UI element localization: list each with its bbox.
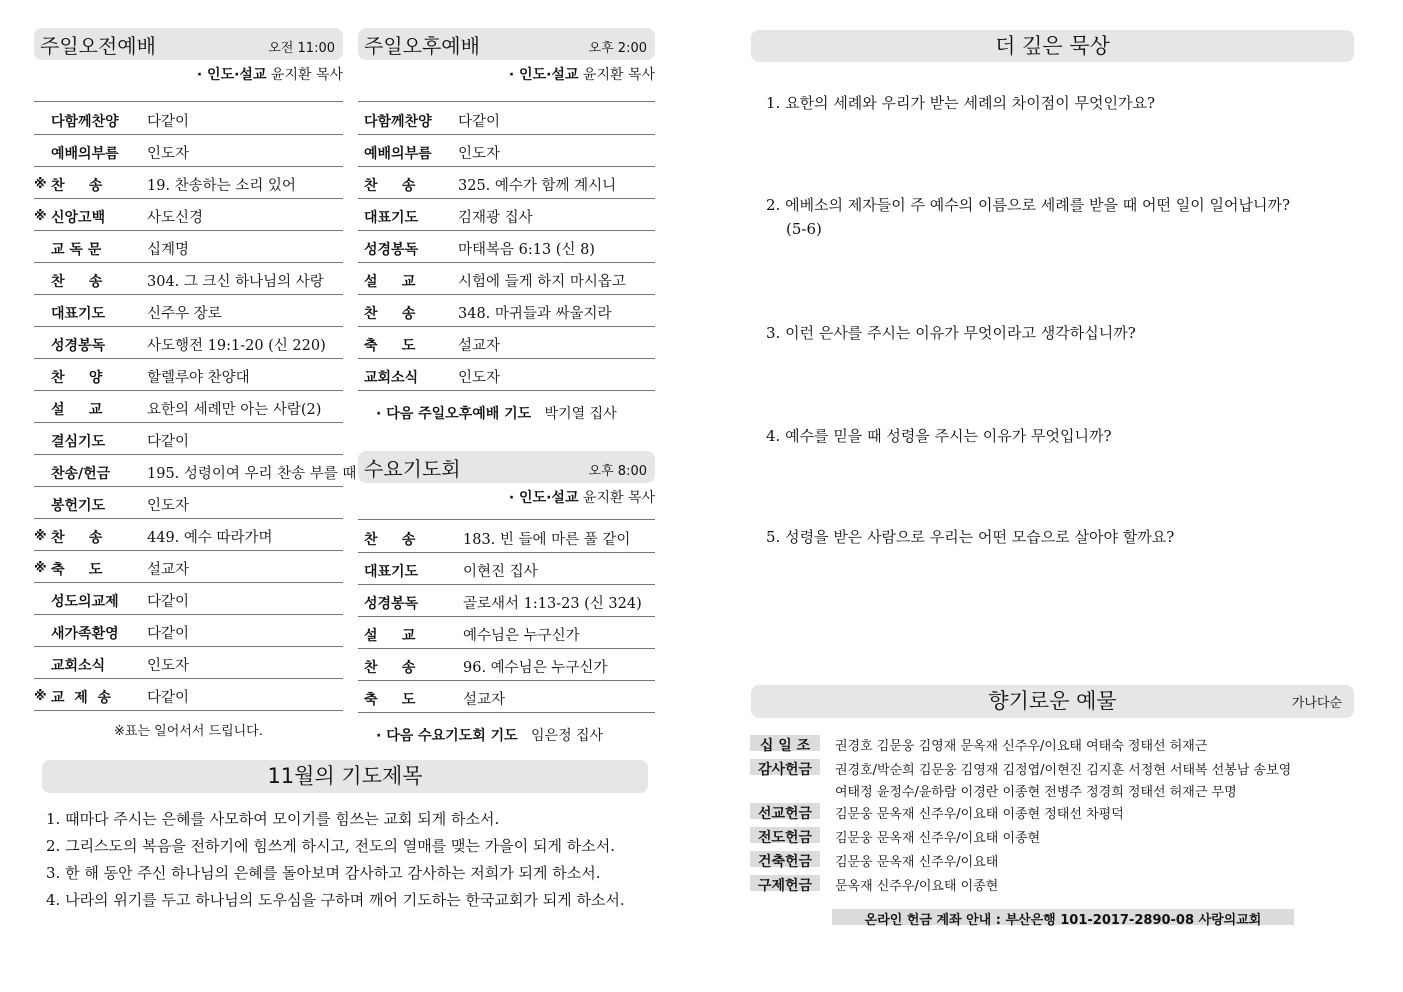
wednesday-leader [358, 487, 655, 507]
service-row-label [358, 111, 448, 129]
standing-mark: ※ [34, 529, 47, 544]
offering-label: 구제헌금 [750, 875, 820, 891]
service-row [34, 294, 343, 327]
meditation-question-4: 4. 예수를 믿을 때 성령을 주시는 이유가 무엇입니까? [766, 427, 1112, 445]
service-row-label-text: 찬 송 [364, 660, 416, 676]
service-row-value: 다같이 [147, 690, 190, 706]
wednesday-leader-name: 윤지환 목사 [582, 490, 655, 506]
meditation-question-5: 5. 성령을 받은 사람으로 우리는 어떤 모습으로 살아야 할까요? [766, 528, 1175, 546]
service-row-label-text: 대표기도 [364, 564, 419, 580]
service-row-value: 이현진 집사 [463, 564, 538, 580]
service-row-value: 설교자 [463, 692, 506, 708]
standing-mark: ※ [34, 561, 47, 576]
service-row-label-text: 봉헌기도 [51, 498, 106, 514]
service-row-label [34, 335, 134, 353]
service-row-label [34, 591, 134, 609]
service-row-value: 19. 찬송하는 소리 있어 [147, 178, 296, 194]
service-row-value: 다같이 [147, 626, 190, 642]
service-row-label [358, 657, 448, 675]
standing-mark: ※ [34, 689, 47, 704]
service-row-label-text: 축 도 [364, 338, 416, 354]
offering-label: 십 일 조 [750, 735, 820, 751]
prayer-item: 2. 그리스도의 복음을 전하기에 힘쓰게 하시고, 전도의 열매를 맺는 가을이 되게 하소서. [46, 837, 615, 855]
offering-label: 전도헌금 [750, 827, 820, 843]
offering-order-note: 가나다순 [1291, 696, 1342, 711]
wednesday-next-prayer [376, 725, 603, 745]
wednesday-leader-label: · 인도·설교 [508, 490, 579, 506]
service-row-label-text: 새가족환영 [51, 626, 119, 642]
service-row-label-text: 찬송/헌금 [51, 466, 111, 482]
service-row-label-text: 찬 양 [51, 370, 103, 386]
service-row-label-text: 성도의교제 [51, 594, 119, 610]
service-row-value: 인도자 [147, 498, 190, 514]
service-row-label [34, 399, 134, 417]
service-row [34, 582, 343, 615]
service-row-label [358, 367, 448, 385]
service-row-label-text: 성경봉독 [364, 242, 419, 258]
service-row [358, 552, 655, 585]
afternoon-leader-label: · 인도·설교 [508, 67, 579, 83]
service-row-value: 96. 예수님은 누구신가 [463, 660, 608, 676]
wednesday-next-name: 임은정 집사 [531, 728, 604, 744]
service-row-label [358, 271, 448, 289]
service-row [34, 134, 343, 167]
wednesday-title: 수요기도회 [364, 457, 461, 481]
service-row [358, 230, 655, 263]
service-row [358, 584, 655, 617]
wednesday-next-label: · 다음 수요기도회 기도 [376, 728, 518, 744]
meditation-title: 더 깊은 묵상 [995, 34, 1110, 58]
service-row-value: 인도자 [458, 146, 501, 162]
service-row-value: 시험에 들게 하지 마시옵고 [458, 274, 626, 290]
service-row-value: 할렐루야 찬양대 [147, 370, 250, 386]
service-row [358, 520, 655, 553]
service-row-value: 다같이 [147, 434, 190, 450]
service-row-label [34, 111, 134, 129]
wednesday-time: 오후 8:00 [588, 464, 647, 479]
service-row-label-text: 찬 송 [364, 178, 416, 194]
morning-title: 주일오전예배 [40, 34, 156, 58]
service-row-label-text: 성경봉독 [364, 596, 419, 612]
offering-label: 감사헌금 [750, 759, 820, 775]
service-row-label [358, 239, 448, 257]
service-row-label [358, 335, 448, 353]
morning-leader [34, 64, 343, 84]
service-row [34, 262, 343, 295]
service-row-label-text: 교 독 문 [51, 242, 102, 258]
service-row [34, 454, 357, 487]
service-row [34, 358, 343, 391]
offering-names: 김문웅 문옥재 신주우/이요태 이종현 정태선 차평덕 [835, 807, 1124, 822]
service-row [358, 326, 655, 359]
service-row-label-text: 대표기도 [51, 306, 106, 322]
service-row-label [34, 175, 134, 193]
service-row-label-text: 축 도 [51, 562, 103, 578]
service-row [358, 616, 655, 649]
service-row-value: 183. 빈 들에 마른 풀 같이 [463, 532, 631, 548]
service-row-label-text: 설 교 [51, 402, 103, 418]
service-row-label [34, 271, 134, 289]
meditation-question-3: 3. 이런 은사를 주시는 이유가 무엇이라고 생각하십니까? [766, 324, 1136, 342]
service-row-value: 인도자 [147, 658, 190, 674]
service-row [34, 326, 343, 359]
service-row-label [34, 431, 134, 449]
service-row [34, 230, 343, 263]
offering-title: 향기로운 예물 [988, 689, 1117, 713]
offering-names: 문옥재 신주우/이요태 이종현 [835, 879, 999, 894]
service-row-value: 다같이 [147, 114, 190, 130]
prayer-header [42, 760, 648, 793]
service-row-value: 인도자 [147, 146, 190, 162]
service-row-value: 설교자 [147, 562, 190, 578]
prayer-item: 1. 때마다 주시는 은혜를 사모하여 모이기를 힘쓰는 교회 되게 하소서. [46, 810, 500, 828]
service-row-label [358, 593, 448, 611]
service-row-label [358, 303, 448, 321]
afternoon-next-label: · 다음 주일오후예배 기도 [376, 406, 532, 422]
service-row [34, 550, 343, 583]
service-row-value: 다같이 [458, 114, 501, 130]
service-row-label [34, 239, 134, 257]
prayer-list [46, 808, 625, 916]
service-row-label-text: 축 도 [364, 692, 416, 708]
service-row-label-text: 다함께찬양 [364, 114, 432, 130]
service-row-label [34, 623, 134, 641]
afternoon-next-prayer [376, 403, 617, 423]
service-row [358, 166, 655, 199]
afternoon-leader [358, 64, 655, 84]
morning-header [34, 28, 343, 60]
online-offering-account: 온라인 헌금 계좌 안내 : 부산은행 101-2017-2890-08 사랑의교회 [832, 909, 1294, 925]
service-row-label-text: 예배의부름 [364, 146, 432, 162]
prayer-item: 4. 나라의 위기를 두고 하나님의 도우심을 구하며 깨어 기도하는 한국교회가 되게 하소서. [46, 891, 625, 909]
service-row [34, 486, 343, 519]
service-row-label-text: 결심기도 [51, 434, 106, 450]
service-row-label [358, 207, 448, 225]
prayer-title: 11월의 기도제목 [267, 764, 423, 788]
afternoon-next-name: 박기열 집사 [544, 406, 617, 422]
morning-time: 오전 11:00 [268, 41, 335, 56]
service-row-value: 인도자 [458, 370, 501, 386]
service-row-label-text: 찬 송 [51, 274, 103, 290]
service-row [34, 518, 343, 551]
service-row-value: 요한의 세례만 아는 사람(2) [147, 402, 322, 418]
service-row-value: 십계명 [147, 242, 190, 258]
standing-note: ※표는 일어서서 드립니다. [114, 724, 263, 739]
service-row-label [358, 561, 448, 579]
service-row-label-text: 찬 송 [51, 178, 103, 194]
service-row [358, 648, 655, 681]
wednesday-header [358, 451, 655, 483]
service-row-value: 설교자 [458, 338, 501, 354]
prayer-item: 3. 한 해 동안 주신 하나님의 은혜를 돌아보며 감사하고 감사하는 저희가 되게 하소서. [46, 864, 601, 882]
meditation-question-2: 2. 에베소의 제자들이 주 예수의 이름으로 세례를 받을 때 어떤 일이 일어납니까? [766, 196, 1290, 214]
standing-mark: ※ [34, 177, 47, 192]
service-row-label [358, 689, 448, 707]
service-row-label [34, 495, 134, 513]
service-row [34, 678, 343, 711]
service-row-label [358, 143, 448, 161]
service-row-label [34, 367, 134, 385]
service-row [34, 422, 343, 455]
offering-label: 선교헌금 [750, 803, 820, 819]
service-row-label-text: 찬 송 [51, 530, 103, 546]
service-row-label-text: 설 교 [364, 628, 416, 644]
service-row-value: 304. 그 크신 하나님의 사랑 [147, 274, 324, 290]
offering-names: 여태정 윤정수/윤하람 이경란 이종현 전병주 정경희 정태선 허재근 무명 [835, 785, 1237, 800]
service-row [34, 198, 343, 231]
service-row-label [358, 175, 448, 193]
afternoon-title: 주일오후예배 [364, 34, 480, 58]
service-row-value: 195. 성령이여 우리 찬송 부를 때 [147, 466, 357, 482]
service-row-label-text: 찬 송 [364, 532, 416, 548]
service-row-label [358, 529, 448, 547]
offering-names: 권경호/박순희 김문웅 김영재 김정엽/이현진 김지훈 서정현 서태복 선봉남 송보영 [835, 763, 1292, 778]
service-row [358, 262, 655, 295]
service-row-label-text: 교회소식 [51, 658, 106, 674]
offering-names: 김문웅 문옥재 신주우/이요태 이종현 [835, 831, 1041, 846]
offering-names: 권경호 김문웅 김영재 문옥재 신주우/이요태 여태숙 정태선 허재근 [835, 739, 1208, 754]
service-row-value: 김재광 집사 [458, 210, 533, 226]
meditation-question-2-ref: (5-6) [786, 220, 822, 238]
service-row [358, 134, 655, 167]
afternoon-time: 오후 2:00 [588, 41, 647, 56]
service-row-value: 마태복음 6:13 (신 8) [458, 242, 595, 258]
service-row [34, 390, 343, 423]
service-row-value: 사도신경 [147, 210, 204, 226]
service-row-label-text: 교 제 송 [51, 690, 112, 706]
offering-header [751, 685, 1354, 718]
service-row-value: 사도행전 19:1-20 (신 220) [147, 338, 326, 354]
service-row [34, 614, 343, 647]
service-row [34, 102, 343, 135]
standing-mark: ※ [34, 209, 47, 224]
service-row-value: 325. 예수가 함께 계시니 [458, 178, 617, 194]
service-row-value: 골로새서 1:13-23 (신 324) [463, 596, 642, 612]
service-row [358, 294, 655, 327]
afternoon-header [358, 28, 655, 60]
offering-label: 건축헌금 [750, 851, 820, 867]
morning-leader-label: · 인도·설교 [196, 67, 267, 83]
service-row-label [34, 303, 134, 321]
service-row [358, 198, 655, 231]
service-row-label-text: 찬 송 [364, 306, 416, 322]
service-row-value: 348. 마귀들과 싸울지라 [458, 306, 612, 322]
service-row-label-text: 성경봉독 [51, 338, 106, 354]
service-row [34, 166, 343, 199]
service-row [358, 358, 655, 391]
service-row-value: 예수님은 누구신가 [463, 628, 580, 644]
service-row-label [34, 207, 134, 225]
service-row-label [34, 559, 134, 577]
service-row-label-text: 다함께찬양 [51, 114, 119, 130]
morning-leader-name: 윤지환 목사 [270, 67, 343, 83]
service-row-label [34, 143, 134, 161]
service-row [358, 102, 655, 135]
meditation-question-1: 1. 요한의 세례와 우리가 받는 세례의 차이점이 무엇인가요? [766, 94, 1156, 112]
service-row-label [358, 625, 448, 643]
service-row-label [34, 687, 134, 705]
service-row-label-text: 대표기도 [364, 210, 419, 226]
meditation-header [751, 30, 1354, 62]
service-row-value: 다같이 [147, 594, 190, 610]
service-row-label-text: 예배의부름 [51, 146, 119, 162]
service-row-label [34, 655, 134, 673]
service-row [358, 680, 655, 713]
afternoon-leader-name: 윤지환 목사 [582, 67, 655, 83]
service-row-value: 449. 예수 따라가며 [147, 530, 273, 546]
service-row-label [34, 463, 134, 481]
service-row-label-text: 설 교 [364, 274, 416, 290]
service-row-label-text: 교회소식 [364, 370, 419, 386]
service-row-value: 신주우 장로 [147, 306, 222, 322]
service-row-label [34, 527, 134, 545]
service-row [34, 646, 343, 679]
offering-names: 김문웅 문옥재 신주우/이요태 [835, 855, 999, 870]
service-row-label-text: 신앙고백 [51, 210, 106, 226]
